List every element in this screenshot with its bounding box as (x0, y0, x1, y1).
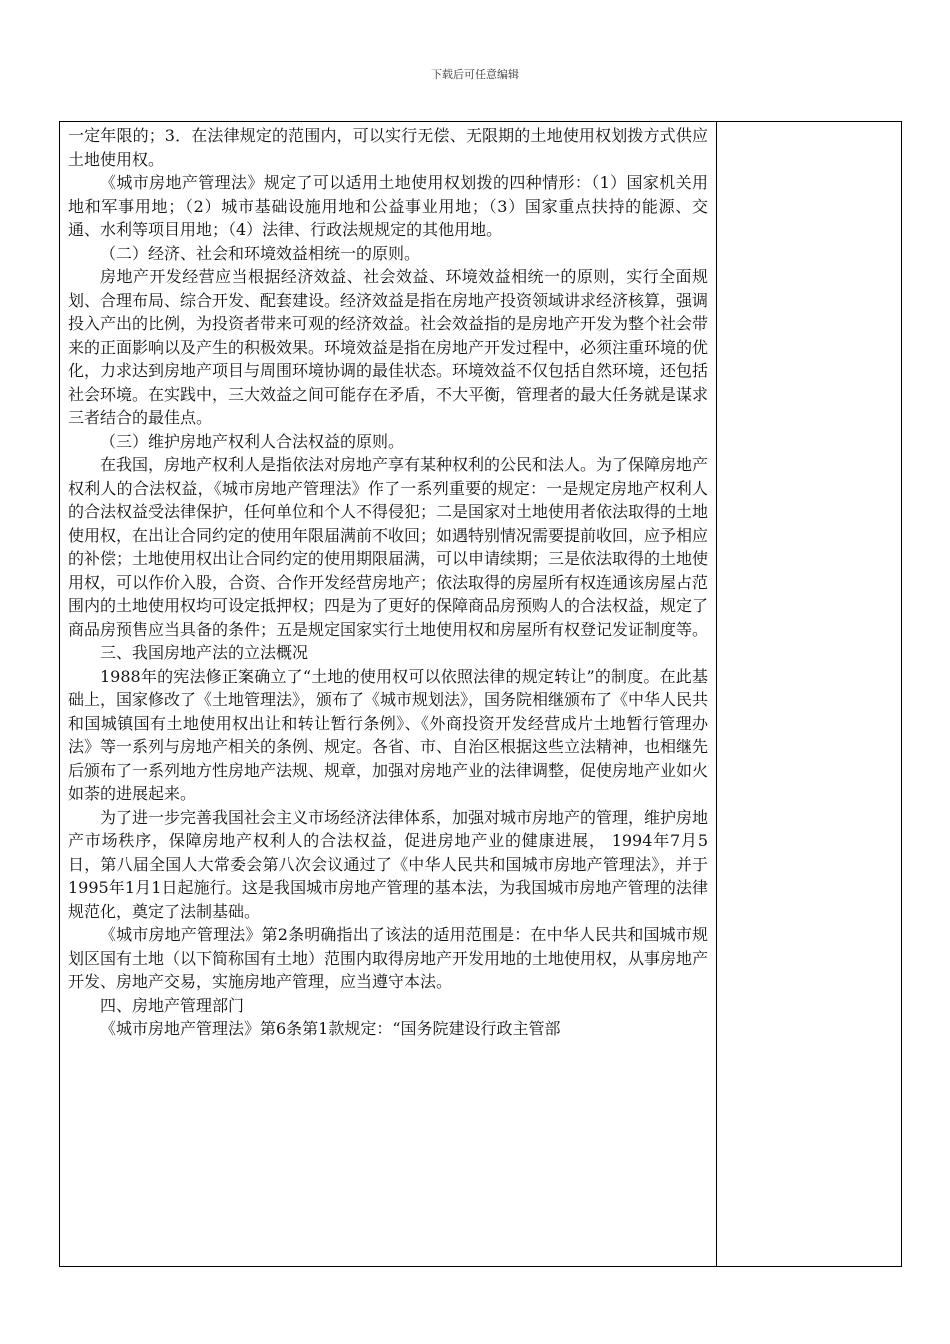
paragraph: 1988年的宪法修正案确立了“土地的使用权可以依照法律的规定转让”的制度。在此基础上，国家修改了《土地管理法》，颁布了《城市规划法》，国务院相继颁布了《中华人民共和国城镇国有土地使用权出让和转让暂行条例》、《外商投资开发经营成片土地暂行管理办法》等一系列与房地产相关的条例、规定。各省、市、自治区根据这些立法精神，也相继先后颁布了一系列地方性房地产法规、规章，加强对房地产业的法律调整，促使房地产业如火如荼的进展起来。 (68, 666, 709, 803)
content-table (59, 121, 902, 1267)
column-divider (716, 122, 717, 1266)
paragraph: 房地产开发经营应当根据经济效益、社会效益、环境效益相统一的原则，实行全面规划、合理布局、综合开发、配套建设。经济效益是指在房地产投资领域讲求经济核算，强调投入产出的比例，为投资者带来可观的经济效益。社会效益指的是房地产开发为整个社会带来的正面影响以及产生的积极效果。环境效益是指在房地产开发过程中，必须注重环境的优化，力求达到房地产项目与周围环境协调的最佳状态。环境效益不仅包括自然环境，还包括社会环境。在实践中，三大效益之间可能存在矛盾，不大平衡，管理者的最大任务就是谋求三者结合的最佳点。 (68, 267, 709, 427)
paragraph: 一定年限的；3．在法律规定的范围内，可以实行无偿、无限期的土地使用权划拨方式供应土地使用权。 (68, 126, 708, 169)
paragraph: 《城市房地产管理法》第6条第1款规定：“国务院建设行政主管部 (100, 1019, 561, 1038)
paragraph: 《城市房地产管理法》第2条明确指出了该法的适用范围是：在中华人民共和国城市规划区国有土地（以下简称国有土地）范围内取得房地产开发用地的土地使用权，从事房地产开发、房地产交易，实施房地产管理，应当遵守本法。 (68, 925, 709, 991)
section-heading: （二）经济、社会和环境效益相统一的原则。 (100, 243, 421, 263)
section-heading: 四、房地产管理部门 (100, 995, 245, 1015)
paragraph: 在我国，房地产权利人是指依法对房地产享有某种权利的公民和法人。为了保障房地产权利人的合法权益，《城市房地产管理法》作了一系列重要的规定：一是规定房地产权利人的合法权益受法律保护，任何单位和个人不得侵犯；二是国家对土地使用者依法取得的土地使用权，在出让合同约定的使用年限届满前不收回；如遇特别情况需要提前收回，应予相应的补偿；土地使用权出让合同约定的使用期限届满，可以申请续期；三是依法取得的土地使用权，可以作价入股，合资、合作开发经营房地产；依法取得的房屋所有权连通该房屋占范围内的土地使用权均可设定抵押权；四是为了更好的保障商品房预购人的合法权益，规定了商品房预售应当具备的条件；五是规定国家实行土地使用权和房屋所有权登记发证制度等。 (68, 455, 709, 639)
page-header: 下载后可任意编辑 (431, 68, 519, 81)
section-heading: （三）维护房地产权利人合法权益的原则。 (100, 431, 405, 451)
paragraph: 为了进一步完善我国社会主义市场经济法律体系，加强对城市房地产的管理，维护房地产市场秩序，保障房地产权利人的合法权益，促进房地产业的健康进展， 1994年7月5日，第八届全国人大常委会第八次会议通过了《中华人民共和国城市房地产管理法》，并于1995年1月1日起施行。这是我国城市房地产管理的基本法，为我国城市房地产管理的法律规范化，奠定了法制基础。 (68, 807, 709, 921)
section-heading: 三、我国房地产法的立法概况 (100, 643, 309, 662)
paragraph: 《城市房地产管理法》规定了可以适用土地使用权划拨的四种情形：（1）国家机关用地和军事用地；（2）城市基础设施用地和公益事业用地；（3）国家重点扶持的能源、交通、水利等项目用地；（4）法律、行政法规规定的其他用地。 (68, 173, 708, 239)
main-text-cell (68, 124, 708, 1041)
